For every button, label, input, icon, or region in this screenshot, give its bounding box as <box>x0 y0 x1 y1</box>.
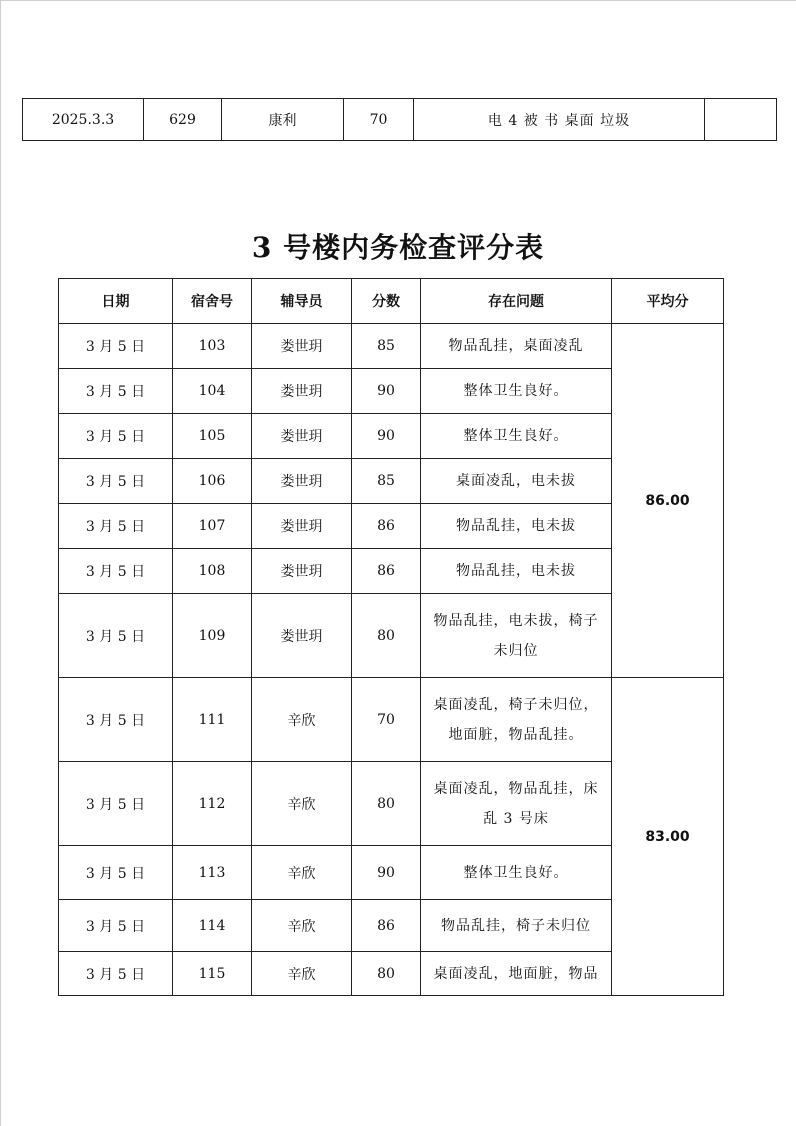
counselor-cell: 娄世玥 <box>252 369 352 414</box>
date-cell: 3 月 5 日 <box>59 952 173 996</box>
score-cell: 85 <box>352 459 421 504</box>
counselor-cell: 辛欣 <box>252 900 352 952</box>
header-room: 宿舍号 <box>173 279 252 324</box>
score-cell: 80 <box>352 952 421 996</box>
issue-cell: 物品乱挂，电未拔 <box>421 504 612 549</box>
score-cell: 90 <box>352 369 421 414</box>
page-border-left <box>0 0 1 1126</box>
date-cell: 3 月 5 日 <box>59 900 173 952</box>
issue-cell: 桌面凌乱，物品乱挂，床乱 3 号床 <box>421 762 612 846</box>
header-score: 分数 <box>352 279 421 324</box>
room-cell: 106 <box>173 459 252 504</box>
date-cell: 3 月 5 日 <box>59 414 173 459</box>
room-cell: 105 <box>173 414 252 459</box>
room-cell: 103 <box>173 324 252 369</box>
counselor-cell: 娄世玥 <box>252 594 352 678</box>
counselor-cell: 辛欣 <box>252 846 352 900</box>
header-counselor: 辅导员 <box>252 279 352 324</box>
score-cell: 80 <box>352 762 421 846</box>
extra-cell <box>705 99 777 141</box>
issue-cell: 物品乱挂，电未拔，椅子未归位 <box>421 594 612 678</box>
counselor-cell: 娄世玥 <box>252 459 352 504</box>
room-cell: 113 <box>173 846 252 900</box>
issue-cell: 整体卫生良好。 <box>421 846 612 900</box>
average-cell-group-2: 83.00 <box>612 678 724 996</box>
date-cell: 3 月 5 日 <box>59 324 173 369</box>
header-issue: 存在问题 <box>421 279 612 324</box>
room-cell: 109 <box>173 594 252 678</box>
issue-cell: 桌面凌乱，电未拔 <box>421 459 612 504</box>
date-cell: 3 月 5 日 <box>59 459 173 504</box>
counselor-cell: 辛欣 <box>252 762 352 846</box>
counselor-cell: 辛欣 <box>252 678 352 762</box>
score-cell: 86 <box>352 900 421 952</box>
issue-cell: 电 4 被 书 桌面 垃圾 <box>414 99 705 141</box>
inspection-score-table <box>58 278 724 996</box>
room-cell: 104 <box>173 369 252 414</box>
issue-cell: 桌面凌乱，地面脏，物品 <box>421 952 612 996</box>
room-cell: 114 <box>173 900 252 952</box>
date-cell: 3 月 5 日 <box>59 762 173 846</box>
average-cell-group-1: 86.00 <box>612 324 724 678</box>
score-cell: 90 <box>352 414 421 459</box>
counselor-cell: 娄世玥 <box>252 549 352 594</box>
score-cell: 70 <box>344 99 414 141</box>
room-cell: 629 <box>144 99 222 141</box>
counselor-cell: 娄世玥 <box>252 504 352 549</box>
date-cell: 3 月 5 日 <box>59 549 173 594</box>
score-cell: 85 <box>352 324 421 369</box>
room-cell: 108 <box>173 549 252 594</box>
score-cell: 90 <box>352 846 421 900</box>
date-cell: 3 月 5 日 <box>59 504 173 549</box>
issue-cell: 物品乱挂，桌面凌乱 <box>421 324 612 369</box>
table-row <box>59 324 724 369</box>
issue-cell: 整体卫生良好。 <box>421 369 612 414</box>
issue-cell: 物品乱挂，椅子未归位 <box>421 900 612 952</box>
date-cell: 3 月 5 日 <box>59 678 173 762</box>
room-cell: 112 <box>173 762 252 846</box>
header-average: 平均分 <box>612 279 724 324</box>
score-cell: 80 <box>352 594 421 678</box>
page-title: 3 号楼内务检查评分表 <box>251 231 545 264</box>
table-row <box>59 678 724 762</box>
room-cell: 111 <box>173 678 252 762</box>
counselor-cell: 娄世玥 <box>252 324 352 369</box>
previous-table-fragment <box>22 98 777 141</box>
counselor-cell: 辛欣 <box>252 952 352 996</box>
room-cell: 107 <box>173 504 252 549</box>
counselor-cell: 娄世玥 <box>252 414 352 459</box>
score-cell: 70 <box>352 678 421 762</box>
page-border-top <box>0 0 796 1</box>
counselor-cell: 康利 <box>222 99 344 141</box>
date-cell: 3 月 5 日 <box>59 846 173 900</box>
score-cell: 86 <box>352 549 421 594</box>
date-cell: 2025.3.3 <box>23 99 144 141</box>
date-cell: 3 月 5 日 <box>59 369 173 414</box>
header-row <box>59 279 724 324</box>
table-row <box>23 99 777 141</box>
room-cell: 115 <box>173 952 252 996</box>
score-cell: 86 <box>352 504 421 549</box>
issue-cell: 整体卫生良好。 <box>421 414 612 459</box>
date-cell: 3 月 5 日 <box>59 594 173 678</box>
header-date: 日期 <box>59 279 173 324</box>
issue-cell: 桌面凌乱，椅子未归位，地面脏，物品乱挂。 <box>421 678 612 762</box>
issue-cell: 物品乱挂，电未拔 <box>421 549 612 594</box>
